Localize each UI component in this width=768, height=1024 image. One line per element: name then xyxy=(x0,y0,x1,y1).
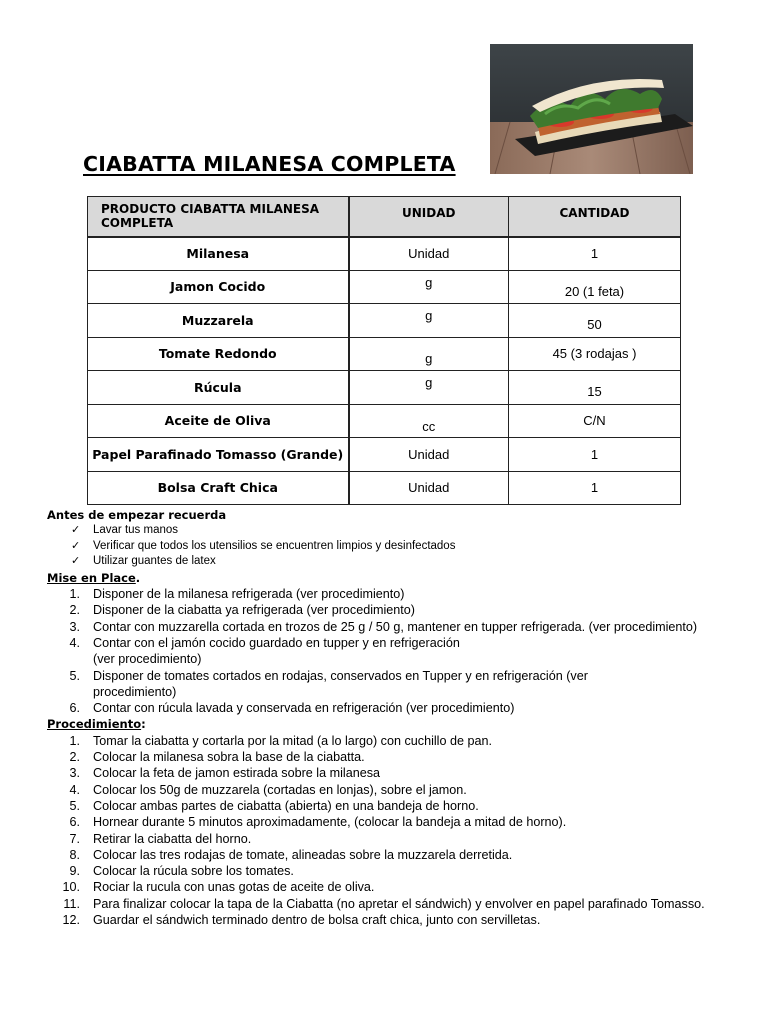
cell-quantity: 15 xyxy=(509,371,681,405)
check-text: Utilizar guantes de latex xyxy=(93,555,216,568)
cell-unit: g xyxy=(349,270,509,304)
list-item xyxy=(47,831,737,847)
cell-product: Bolsa Craft Chica xyxy=(88,471,349,505)
list-item xyxy=(47,700,737,716)
step-text: Tomar la ciabatta y cortarla por la mitad (a lo largo) con cuchillo de pan. xyxy=(93,733,492,748)
sandwich-photo xyxy=(490,44,693,174)
step-text: Guardar el sándwich terminado dentro de bolsa craft chica, junto con servilletas. xyxy=(93,913,541,928)
step-text: Rociar la rucula con unas gotas de aceite de oliva. xyxy=(93,880,375,895)
step-text: Hornear durante 5 minutos aproximadamente, (colocar la bandeja a mitad de horno). xyxy=(93,815,567,830)
cell-unit: cc xyxy=(349,404,509,438)
list-item xyxy=(47,586,737,602)
step-text: Colocar la milanesa sobra la base de la ciabatta. xyxy=(93,750,365,765)
step-text-cont: procedimiento) xyxy=(93,684,177,699)
mise-list xyxy=(47,586,737,716)
ingredients-table xyxy=(87,196,681,505)
cell-quantity: 1 xyxy=(509,438,681,472)
cell-product: Milanesa xyxy=(88,237,349,271)
procedure-heading-suffix: : xyxy=(141,717,146,732)
step-number: 1. xyxy=(69,733,80,748)
cell-quantity: 50 xyxy=(509,304,681,338)
list-item xyxy=(47,912,737,928)
mise-heading-line xyxy=(47,570,737,586)
table-row xyxy=(88,371,681,405)
step-text: Contar con muzzarella cortada en trozos de 25 g / 50 g, mantener en tupper refrigerada. (ver procedimiento) xyxy=(93,619,698,634)
procedure-heading-line xyxy=(47,716,737,732)
cell-quantity: 1 xyxy=(509,237,681,271)
header-product: PRODUCTO CIABATTA MILANESA COMPLETA xyxy=(88,197,349,237)
list-item xyxy=(47,896,737,912)
step-text: Colocar ambas partes de ciabatta (abierta) en una bandeja de horno. xyxy=(93,798,479,813)
step-number: 9. xyxy=(69,864,80,879)
instructions xyxy=(47,507,737,928)
cell-product: Muzzarela xyxy=(88,304,349,338)
cell-unit: Unidad xyxy=(349,438,509,472)
cell-unit: g xyxy=(349,371,509,405)
step-number: 12. xyxy=(62,913,80,928)
check-text: Verificar que todos los utensilios se encuentren limpios y desinfectados xyxy=(93,539,456,552)
cell-product: Aceite de Oliva xyxy=(88,404,349,438)
cell-quantity: 45 (3 rodajas ) xyxy=(509,337,681,371)
step-text: Para finalizar colocar la tapa de la Ciabatta (no apretar el sándwich) y envolver en papel parafinado Tomasso. xyxy=(93,896,705,911)
list-item xyxy=(47,765,737,781)
list-item xyxy=(47,602,737,618)
list-item xyxy=(47,668,737,701)
before-checklist xyxy=(47,523,737,570)
mise-heading: Mise en Place xyxy=(47,570,136,585)
list-item xyxy=(47,879,737,895)
step-text-cont: (ver procedimiento) xyxy=(93,652,202,667)
step-text: Contar con rúcula lavada y conservada en refrigeración (ver procedimiento) xyxy=(93,701,515,716)
step-number: 10. xyxy=(62,880,80,895)
step-number: 1. xyxy=(69,587,80,602)
step-number: 6. xyxy=(69,701,80,716)
list-item xyxy=(71,554,737,570)
step-number: 7. xyxy=(69,831,80,846)
step-text: Colocar las tres rodajas de tomate, alineadas sobre la muzzarela derretida. xyxy=(93,847,513,862)
before-heading: Antes de empezar recuerda xyxy=(47,508,227,522)
table-header-row xyxy=(88,197,681,237)
list-item xyxy=(47,733,737,749)
table-row xyxy=(88,337,681,371)
mise-heading-suffix: . xyxy=(135,570,141,585)
step-text: Retirar la ciabatta del horno. xyxy=(93,831,252,846)
cell-unit: g xyxy=(349,337,509,371)
step-text: Colocar los 50g de muzzarela (cortadas en lonjas), sobre el jamon. xyxy=(93,782,467,797)
step-number: 3. xyxy=(69,766,80,781)
step-number: 11. xyxy=(63,896,80,911)
procedure-heading: Procedimiento xyxy=(47,717,142,732)
list-item xyxy=(71,539,737,555)
step-text: Colocar la feta de jamon estirada sobre la milanesa xyxy=(93,766,381,781)
list-item xyxy=(47,749,737,765)
sandwich-image xyxy=(490,44,693,174)
step-number: 2. xyxy=(69,750,80,765)
page-title: CIABATTA MILANESA COMPLETA xyxy=(83,152,456,176)
table-row xyxy=(88,404,681,438)
step-number: 5. xyxy=(69,798,80,813)
step-number: 4. xyxy=(69,782,80,797)
step-text: Contar con el jamón cocido guardado en tupper y en refrigeración xyxy=(93,635,460,650)
table-row xyxy=(88,304,681,338)
cell-product: Tomate Redondo xyxy=(88,337,349,371)
table-row xyxy=(88,471,681,505)
step-number: 8. xyxy=(69,847,80,862)
step-number: 5. xyxy=(69,668,80,683)
step-text: Disponer de tomates cortados en rodajas, conservados en Tupper y en refrigeración (ver xyxy=(93,668,588,683)
step-number: 6. xyxy=(69,815,80,830)
cell-product: Papel Parafinado Tomasso (Grande) xyxy=(88,438,349,472)
table-row xyxy=(88,270,681,304)
list-item xyxy=(71,523,737,539)
cell-product: Rúcula xyxy=(88,371,349,405)
cell-unit: Unidad xyxy=(349,471,509,505)
step-number: 2. xyxy=(69,603,80,618)
header-unit: UNIDAD xyxy=(349,197,509,237)
procedure-list xyxy=(47,733,737,929)
check-icon: ✓ xyxy=(71,539,81,552)
cell-unit: g xyxy=(349,304,509,338)
table-row xyxy=(88,438,681,472)
check-icon: ✓ xyxy=(71,555,81,568)
list-item xyxy=(47,863,737,879)
check-icon: ✓ xyxy=(71,524,81,537)
step-text: Disponer de la ciabatta ya refrigerada (ver procedimiento) xyxy=(93,603,416,618)
header-quantity: CANTIDAD xyxy=(509,197,681,237)
list-item xyxy=(47,635,737,668)
cell-quantity: 20 (1 feta) xyxy=(509,270,681,304)
step-text: Colocar la rúcula sobre los tomates. xyxy=(93,864,294,879)
list-item xyxy=(47,814,737,830)
cell-unit: Unidad xyxy=(349,237,509,271)
list-item xyxy=(47,798,737,814)
cell-quantity: C/N xyxy=(509,404,681,438)
table-row xyxy=(88,237,681,271)
step-text: Disponer de la milanesa refrigerada (ver procedimiento) xyxy=(93,587,405,602)
list-item xyxy=(47,619,737,635)
list-item xyxy=(47,782,737,798)
check-text: Lavar tus manos xyxy=(93,524,179,537)
step-number: 4. xyxy=(69,635,80,650)
step-number: 3. xyxy=(69,619,80,634)
cell-quantity: 1 xyxy=(509,471,681,505)
list-item xyxy=(47,847,737,863)
cell-product: Jamon Cocido xyxy=(88,270,349,304)
